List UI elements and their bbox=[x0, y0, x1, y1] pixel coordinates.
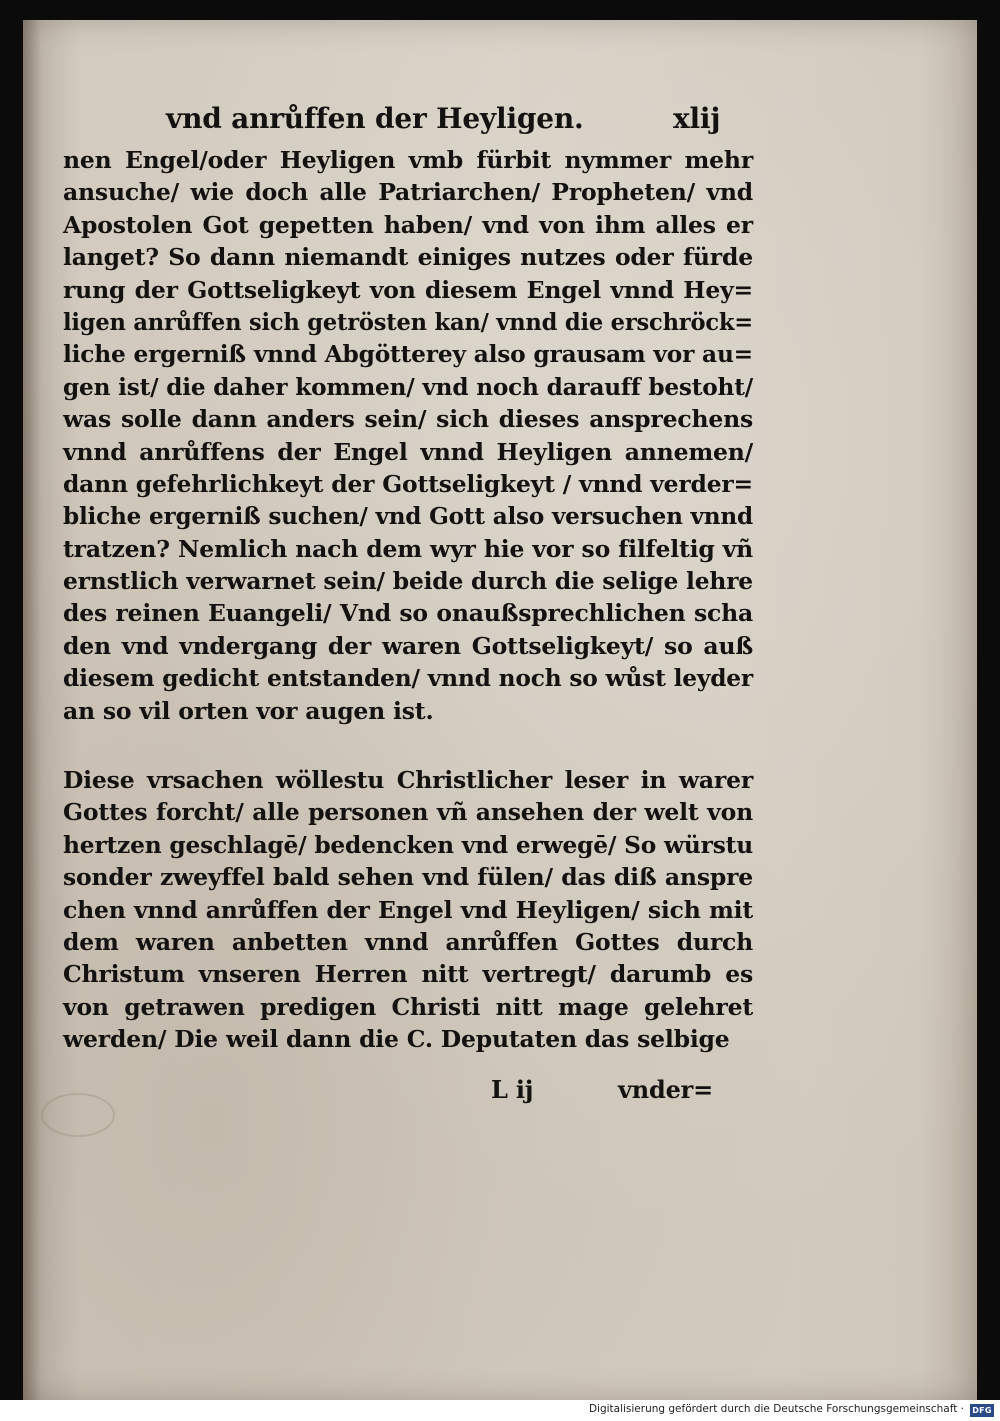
signature-mark: L ij bbox=[491, 1075, 534, 1104]
faded-stamp bbox=[41, 1093, 115, 1137]
text-line: liche ergerniß vnnd Abgötterey also grausam vor au= bbox=[63, 340, 754, 369]
text-line: rung der Gottseligkeyt von diesem Engel vnnd Hey= bbox=[63, 275, 754, 304]
text-line: nen Engel/oder Heyligen vmb fürbit nymmer mehr bbox=[63, 146, 754, 174]
text-line: Christum vnseren Herren nitt vertregt/ darumb es bbox=[63, 960, 754, 989]
dfg-logo: DFG bbox=[970, 1404, 994, 1417]
text-line: bliche ergerniß suchen/ vnd Gott also versuchen vnnd bbox=[63, 502, 753, 531]
text-line: vnnd anrůffens der Engel vnnd Heyligen annemen/ bbox=[63, 437, 754, 466]
binding-shadow bbox=[23, 20, 41, 1400]
text-line: Apostolen Got gepetten haben/ vnd von ihm alles er bbox=[63, 210, 753, 239]
catchword: vnder= bbox=[618, 1075, 713, 1104]
text-line: von getrawen predigen Christi nitt mage gelehret bbox=[63, 992, 753, 1021]
text-line: den vnd vndergang der waren Gottseligkeyt/ so auß bbox=[63, 631, 753, 660]
paragraph-1 bbox=[63, 144, 753, 727]
folio-number: xlij bbox=[673, 102, 721, 135]
text-line: sonder zweyffel bald sehen vnd fülen/ das diß anspre bbox=[63, 863, 754, 892]
text-line: Gottes forcht/ alle personen vñ ansehen der welt von bbox=[63, 798, 753, 827]
text-line: ansuche/ wie doch alle Patriarchen/ Propheten/ vnd bbox=[63, 178, 754, 207]
text-line: was solle dann anders sein/ sich dieses ansprechens bbox=[63, 405, 753, 434]
text-line: ernstlich verwarnet sein/ beide durch die selige lehre bbox=[63, 567, 753, 596]
book-page bbox=[23, 20, 977, 1400]
text-line: hertzen geschlagē/ bedencken vnd erwegē/ So würstu bbox=[63, 830, 753, 859]
text-line: dem waren anbetten vnnd anrůffen Gottes durch bbox=[63, 927, 754, 956]
text-line: an so vil orten vor augen ist. bbox=[63, 696, 434, 725]
text-line: chen vnnd anrůffen der Engel vnd Heyligen/ sich mit bbox=[63, 895, 754, 924]
text-line: langet? So dann niemandt einiges nutzes oder fürde bbox=[63, 243, 753, 272]
text-line: gen ist/ die daher kommen/ vnd noch darauff bestoht/ bbox=[63, 372, 754, 401]
text-line: diesem gedicht entstanden/ vnnd noch so wůst leyder bbox=[63, 664, 754, 693]
text-line: dann gefehrlichkeyt der Gottseligkeyt / vnnd verder= bbox=[63, 469, 753, 498]
text-line: ligen anrůffen sich getrösten kan/ vnnd die erschröck= bbox=[63, 307, 754, 336]
paragraph-2 bbox=[63, 764, 753, 1056]
text-line: Diese vrsachen wöllestu Christlicher leser in warer bbox=[63, 766, 754, 794]
page-foot bbox=[63, 1073, 753, 1107]
text-line: werden/ Die weil dann die C. Deputaten das selbige bbox=[63, 1025, 730, 1054]
digitization-footer bbox=[0, 1400, 1000, 1421]
footer-credit: Digitalisierung gefördert durch die Deutsche Forschungsgemeinschaft · bbox=[588, 1403, 964, 1415]
text-line: des reinen Euangeli/ Vnd so onaußsprechlichen scha bbox=[63, 599, 754, 628]
running-head: vnd anrůffen der Heyligen. bbox=[166, 102, 584, 135]
text-line: tratzen? Nemlich nach dem wyr hie vor so filfeltig vñ bbox=[63, 534, 754, 563]
